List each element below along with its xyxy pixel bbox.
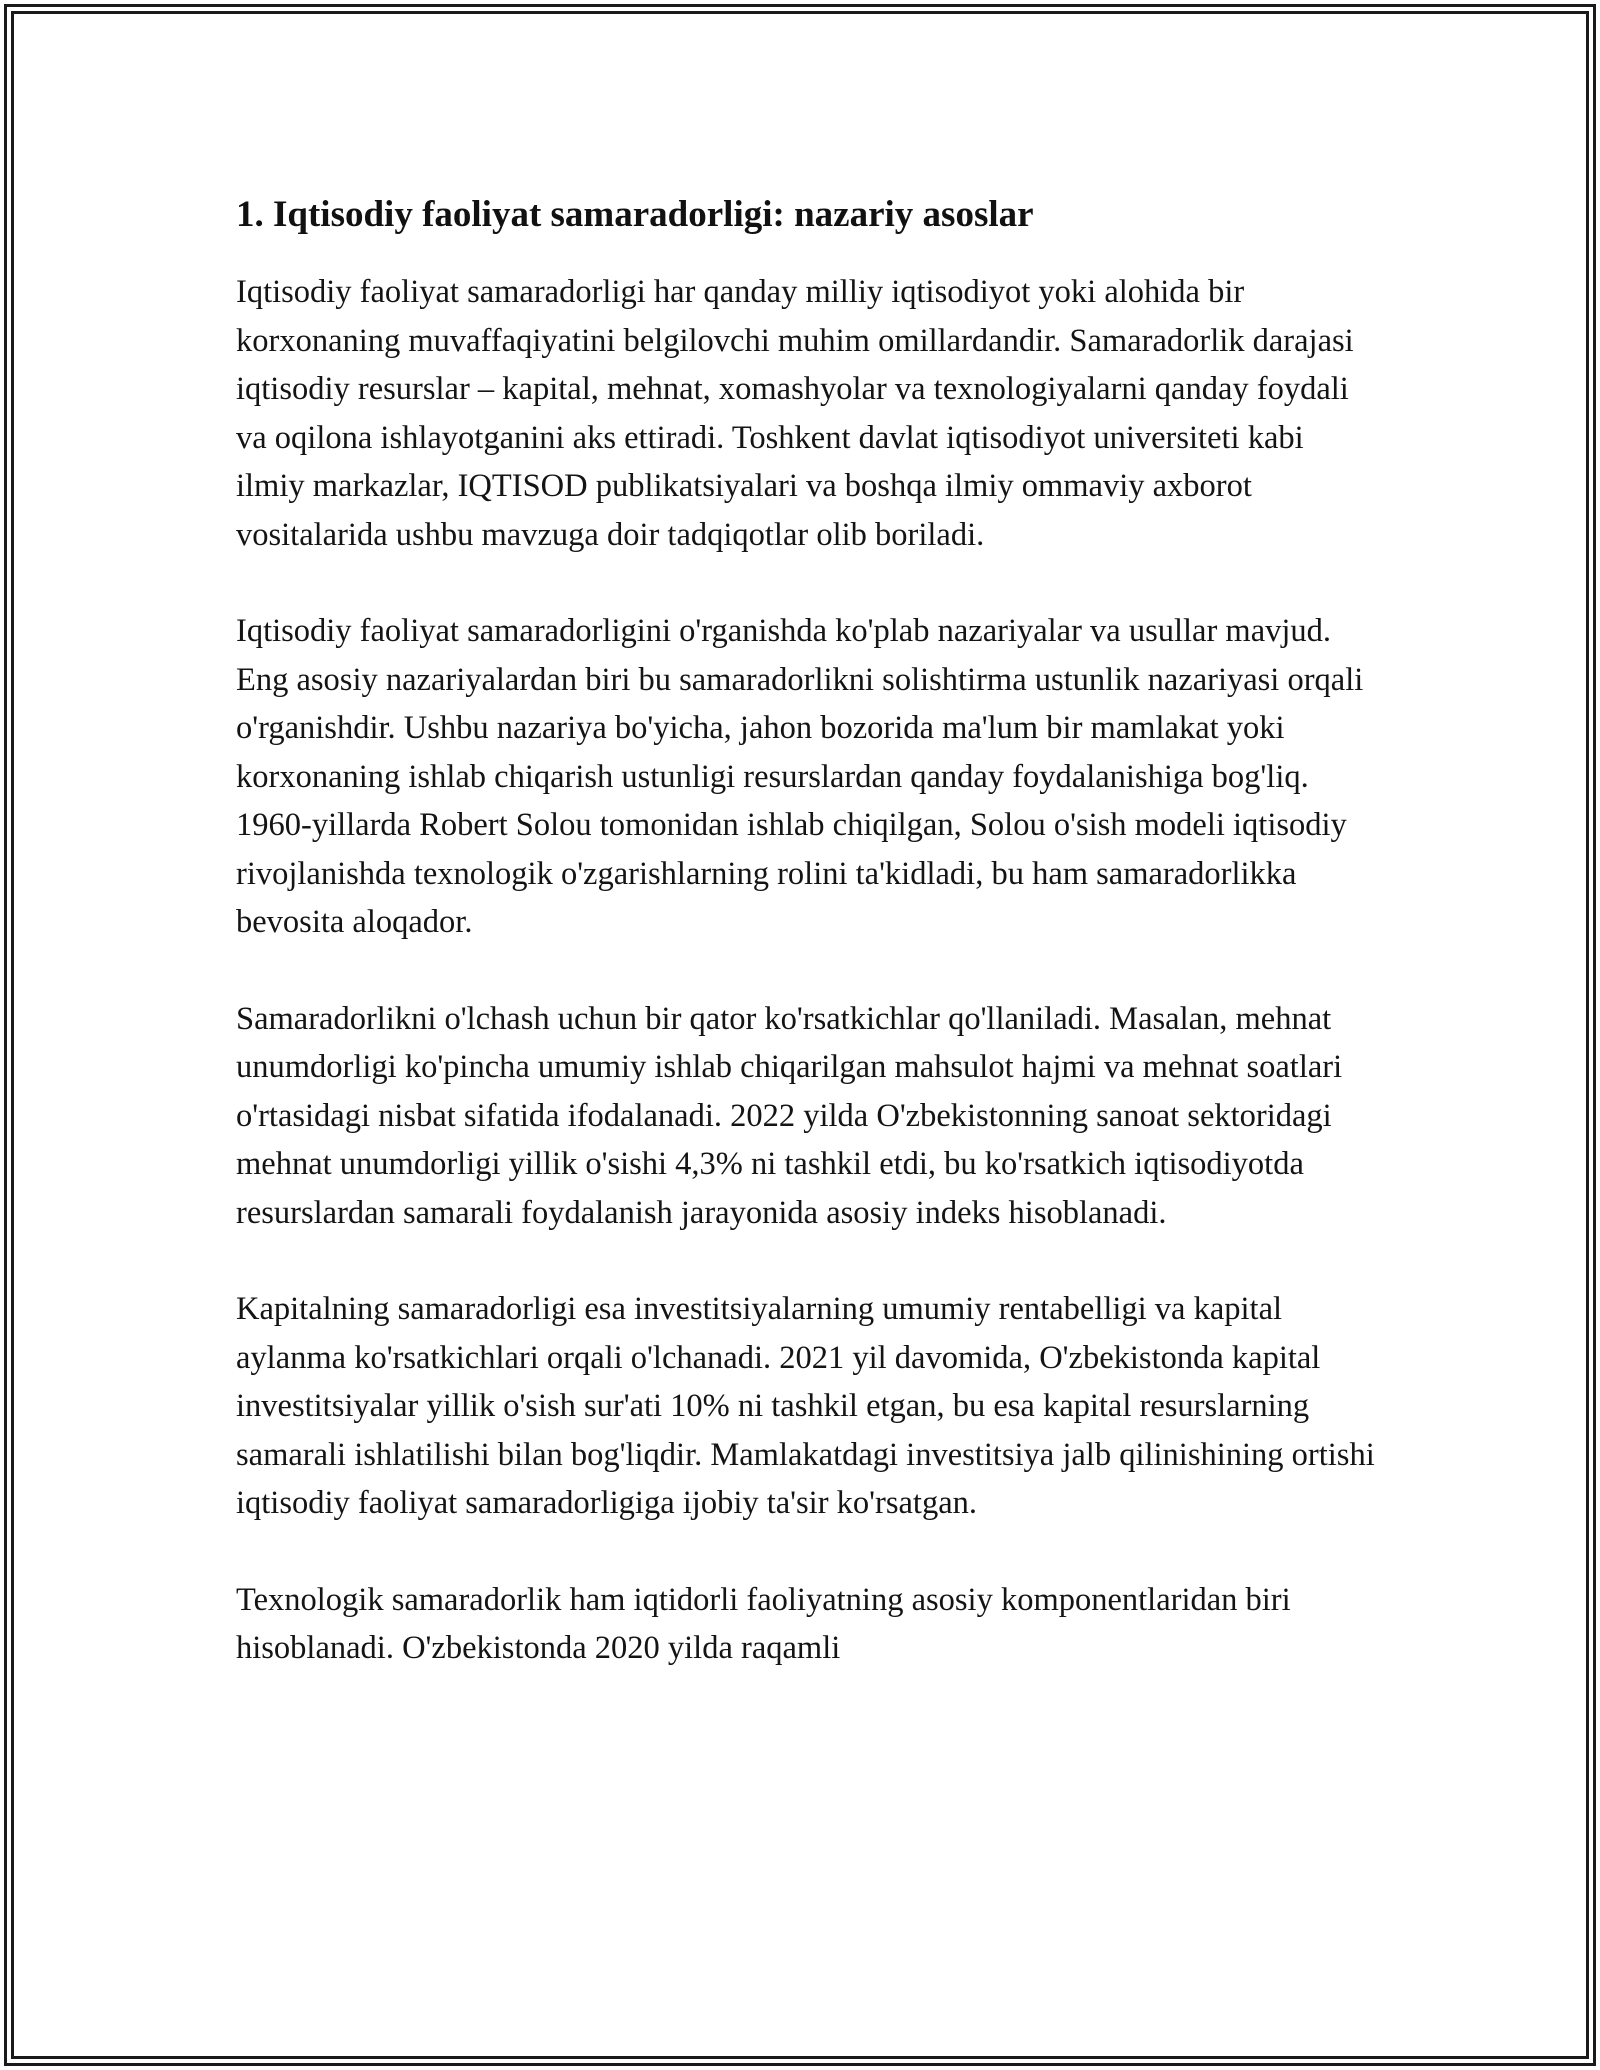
paragraph-4: Kapitalning samaradorligi esa investitsiyalarning umumiy rentabelligi va kapital aylanma ko'rsatkichlari orqali o'lchanadi. 2021 yil davomida, O'zbekistonda kapital investitsiyalar yillik o'sish sur'ati 10% ni tashkil etgan, bu esa kapital resurslarning samarali ishlatilishi bilan bog'liqdir. Mamlakatdagi investitsiya jalb qilinishining ortishi iqtisodiy faoliyat samaradorligiga ijobiy ta'sir ko'rsatgan. bbox=[236, 1291, 1375, 1521]
paragraph-1: Iqtisodiy faoliyat samaradorligi har qanday milliy iqtisodiyot yoki alohida bir korxonaning muvaffaqiyatini belgilovchi muhim omillardandir. Samaradorlik darajasi iqtisodiy resurslar – kapital, mehnat, xomashyolar va texnologiyalarni qanday foydali va oqilona ishlayotganini aks ettiradi. Toshkent davlat iqtisodiyot universiteti kabi ilmiy markazlar, IQTISOD publikatsiyalari va boshqa ilmiy ommaviy axborot vositalarida ushbu mavzuga doir tadqiqotlar olib boriladi. bbox=[236, 274, 1354, 553]
section-heading: 1. Iqtisodiy faoliyat samaradorligi: nazariy asoslar bbox=[236, 194, 1034, 235]
paragraph-5: Texnologik samaradorlik ham iqtidorli faoliyatning asosiy komponentlaridan biri hisoblanadi. O'zbekistonda 2020 yilda raqamli bbox=[236, 1581, 1291, 1666]
paragraph-3: Samaradorlikni o'lchash uchun bir qator ko'rsatkichlar qo'llaniladi. Masalan, mehnat unumdorligi ko'pincha umumiy ishlab chiqarilgan mahsulot hajmi va mehnat soatlari o'rtasidagi nisbat sifatida ifodalanadi. 2022 yilda O'zbekistonning sanoat sektoridagi mehnat unumdorligi yillik o'sishi 4,3% ni tashkil etdi, bu ko'rsatkich iqtisodiyotda resurslardan samarali foydalanish jarayonida asosiy indeks hisoblanadi. bbox=[236, 1000, 1343, 1231]
document-body bbox=[236, 184, 1376, 1721]
paragraph-2: Iqtisodiy faoliyat samaradorligini o'rganishda ko'plab nazariyalar va usullar mavjud. Eng asosiy nazariyalardan biri bu samaradorlikni solishtirma ustunlik nazariyasi orqali o'rganishdir. Ushbu nazariya bo'yicha, jahon bozorida ma'lum bir mamlakat yoki korxonaning ishlab chiqarish ustunligi resurslardan qanday foydalanishiga bog'liq. 1960-yillarda Robert Solou tomonidan ishlab chiqilgan, Solou o'sish modeli iqtisodiy rivojlanishda texnologik o'zgarishlarning rolini ta'kidladi, bu ham samaradorlikka bevosita aloqador. bbox=[236, 613, 1364, 940]
